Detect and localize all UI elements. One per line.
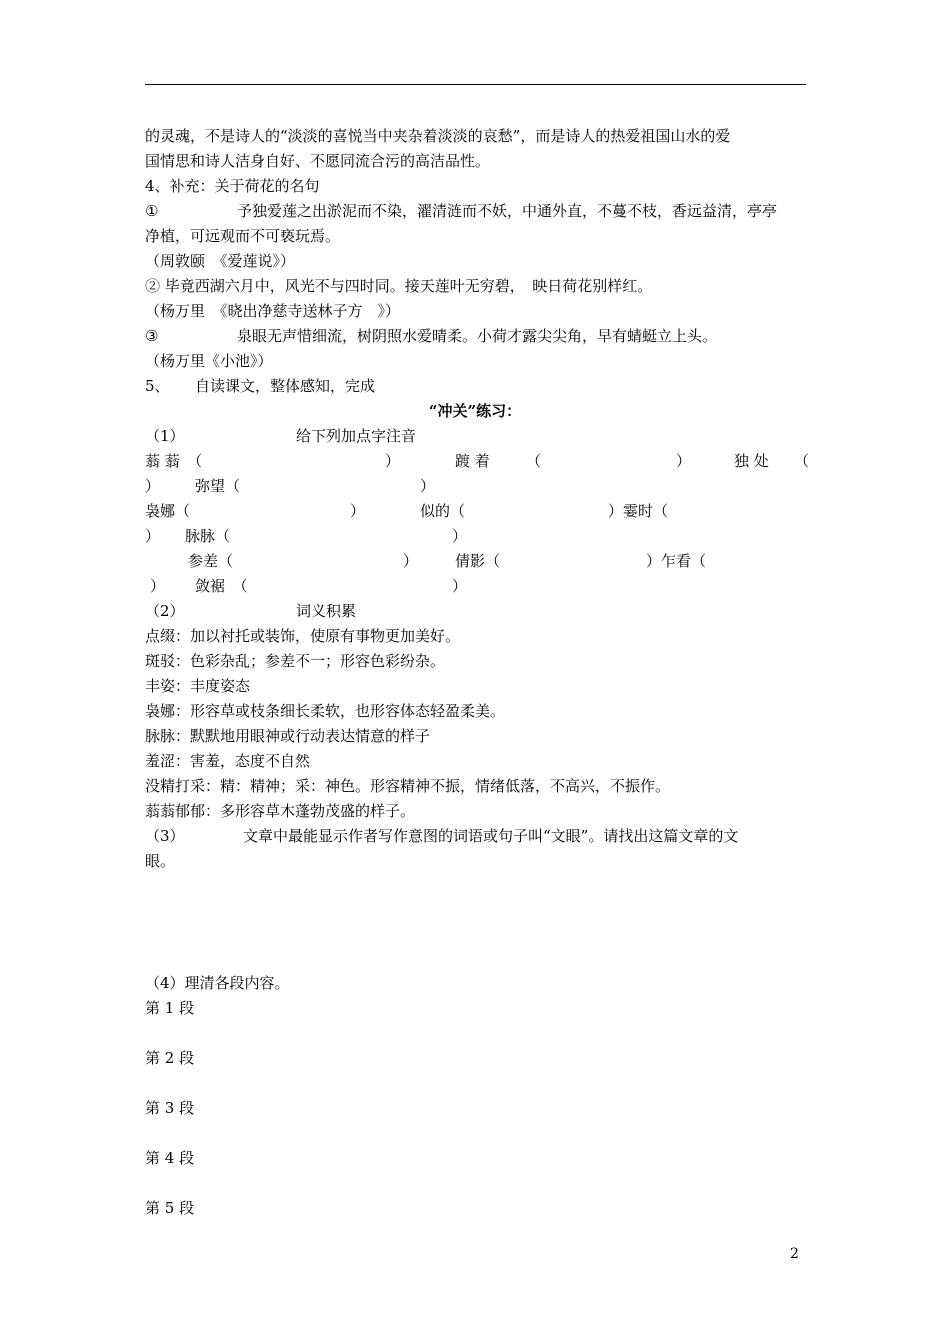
word-bracket: ） bbox=[150, 577, 166, 595]
word-bracket: ） bbox=[145, 477, 161, 495]
quote-source: （周敦颐 《爱莲说》） bbox=[145, 252, 296, 270]
quote-line: 净植，可远观而不可亵玩焉。 bbox=[145, 227, 341, 245]
section-heading: 5、 bbox=[145, 377, 170, 395]
exercise-prompt: （4）理清各段内容。 bbox=[145, 974, 290, 992]
definition: 脉脉：默默地用眼神或行动表达情意的样子 bbox=[145, 727, 431, 745]
word-bracket: ） bbox=[145, 527, 161, 545]
exercise-prompt: 给下列加点字注音 bbox=[296, 427, 417, 445]
paragraph-label: 第 3 段 bbox=[145, 1099, 195, 1117]
exercise-prompt: 文章中最能显示作者写作意图的词语或句子叫“文眼”。请找出这篇文章的文 bbox=[243, 827, 739, 845]
exercise-title: “冲关”练习： bbox=[428, 402, 522, 420]
body-line: 的灵魂，不是诗人的“淡淡的喜悦当中夹杂着淡淡的哀愁”，而是诗人的热爱祖国山水的爱 bbox=[145, 127, 731, 145]
word-item: 独 处 bbox=[734, 452, 769, 470]
quote-line: 予独爱莲之出淤泥而不染，濯清涟而不妖，中通外直，不蔓不枝，香远益清，亭亭 bbox=[237, 202, 778, 220]
section-heading-text: 自读课文，整体感知，完成 bbox=[195, 377, 376, 395]
definition: 斑驳：色彩杂乱；参差不一；形容色彩纷杂。 bbox=[145, 652, 446, 670]
paragraph-label: 第 5 段 bbox=[145, 1199, 195, 1217]
paragraph-label: 第 2 段 bbox=[145, 1049, 195, 1067]
word-bracket: （ bbox=[526, 452, 542, 470]
word-bracket: ） bbox=[350, 502, 366, 520]
word-item: ）乍看（ bbox=[646, 552, 707, 570]
word-bracket: ） bbox=[452, 527, 468, 545]
word-item: 倩影（ bbox=[455, 552, 501, 570]
paragraph-label: 第 1 段 bbox=[145, 999, 195, 1017]
word-bracket: ） bbox=[385, 452, 401, 470]
page-number: 2 bbox=[790, 1246, 799, 1262]
quote-source: （杨万里 《晓出净慈寺送林子方 》） bbox=[145, 302, 401, 320]
definition: 羞涩：害羞，态度不自然 bbox=[145, 752, 311, 770]
word-item: 似的（ bbox=[420, 502, 466, 520]
word-bracket: ） bbox=[420, 477, 436, 495]
word-item: 弥望（ bbox=[195, 477, 241, 495]
word-item: 袅娜（ bbox=[145, 502, 191, 520]
word-item: 蓊 蓊 （ bbox=[145, 452, 203, 470]
word-item: 踱 着 bbox=[455, 452, 490, 470]
definition: 丰姿：丰度姿态 bbox=[145, 677, 251, 695]
definition: 袅娜：形容草或枝条细长柔软，也形容体态轻盈柔美。 bbox=[145, 702, 506, 720]
quote-line: 泉眼无声惜细流，树阴照水爱晴柔。小荷才露尖尖角，早有蜻蜓立上头。 bbox=[237, 327, 718, 345]
word-item: 脉脉（ bbox=[185, 527, 231, 545]
word-item: ）霎时（ bbox=[608, 502, 669, 520]
quote-source: （杨万里《小池》） bbox=[145, 352, 273, 370]
word-bracket: （ bbox=[794, 452, 810, 470]
section-heading: 4、补充：关于荷花的名句 bbox=[145, 177, 320, 195]
exercise-prompt: 眼。 bbox=[145, 852, 176, 870]
exercise-number: （3） bbox=[145, 827, 185, 845]
exercise-number: （2） bbox=[145, 602, 185, 620]
quote-number: ① bbox=[145, 202, 159, 220]
word-bracket: ） bbox=[403, 552, 419, 570]
quote-line: ② 毕竟西湖六月中，风光不与四时同。接天莲叶无穷碧， 映日荷花别样红。 bbox=[145, 277, 653, 295]
word-item: 敛裾 （ bbox=[195, 577, 248, 595]
word-bracket: ） bbox=[676, 452, 692, 470]
paragraph-label: 第 4 段 bbox=[145, 1149, 195, 1167]
body-line: 国情思和诗人洁身自好、不愿同流合污的高洁品性。 bbox=[145, 152, 491, 170]
header-rule bbox=[145, 84, 806, 85]
word-item: 参差（ bbox=[188, 552, 234, 570]
word-bracket: ） bbox=[452, 577, 468, 595]
exercise-prompt: 词义积累 bbox=[296, 602, 357, 620]
definition: 蓊蓊郁郁：多形容草木蓬勃茂盛的样子。 bbox=[145, 802, 416, 820]
exercise-number: （1） bbox=[145, 427, 185, 445]
definition: 没精打采：精：精神；采：神色。形容精神不振，情绪低落，不高兴，不振作。 bbox=[145, 777, 671, 795]
definition: 点缀：加以衬托或装饰，使原有事物更加美好。 bbox=[145, 627, 461, 645]
quote-number: ③ bbox=[145, 327, 159, 345]
